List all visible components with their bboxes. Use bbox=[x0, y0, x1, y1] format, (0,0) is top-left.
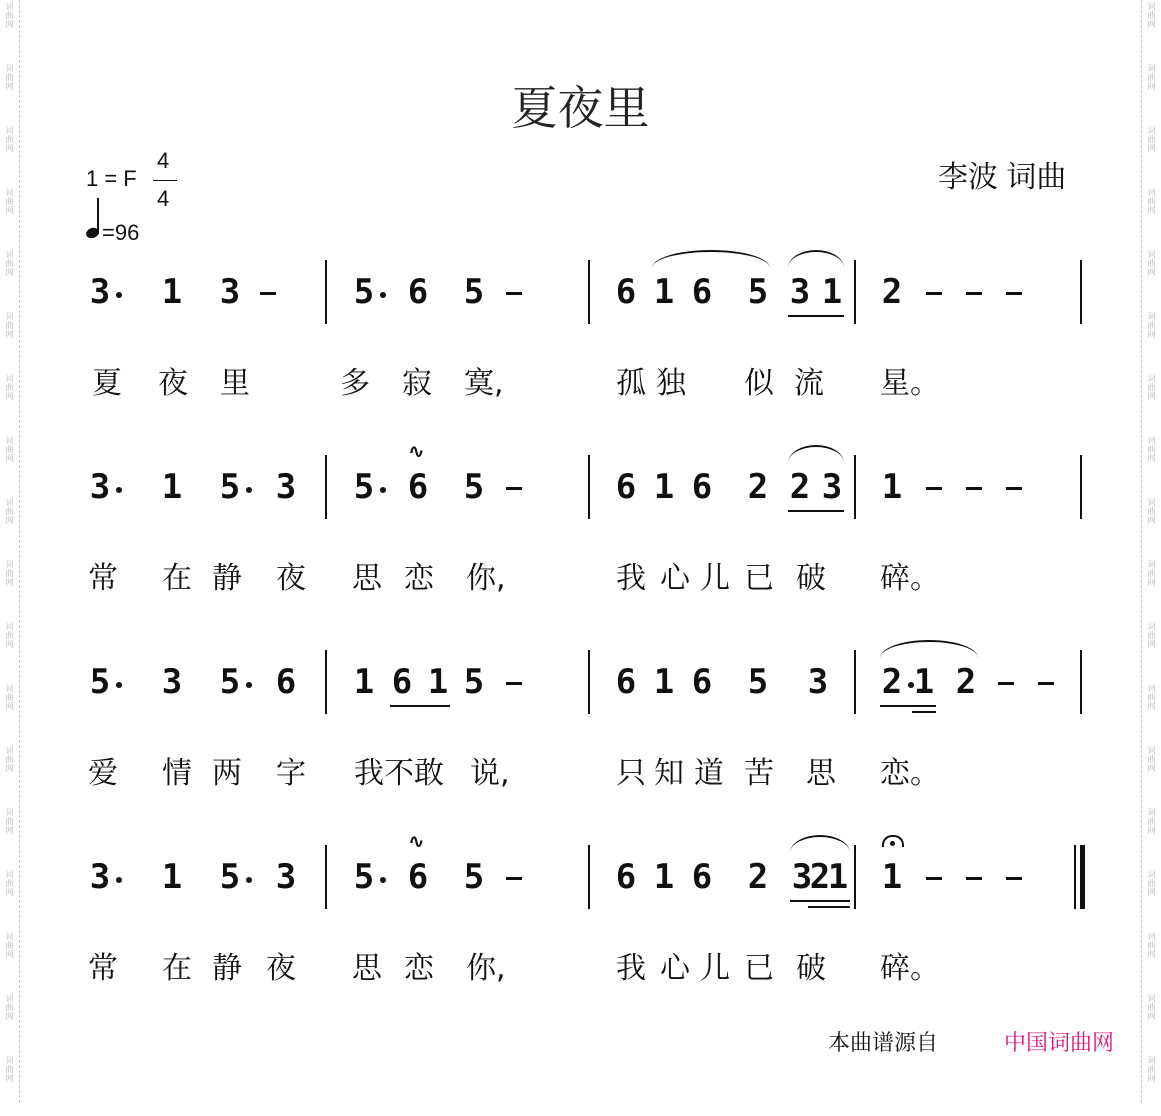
watermark-text: 词曲网 bbox=[5, 498, 14, 525]
slur bbox=[788, 445, 844, 463]
slur bbox=[652, 250, 770, 268]
lyric-syllable: 道 bbox=[694, 756, 724, 791]
note: 1 bbox=[161, 467, 183, 507]
note: 1 bbox=[653, 857, 675, 897]
augmentation-dot bbox=[116, 487, 122, 493]
tempo-value: =96 bbox=[102, 220, 140, 245]
watermark-text: 词曲网 bbox=[1147, 994, 1156, 1021]
barline bbox=[588, 260, 590, 324]
beam-underline bbox=[790, 900, 850, 902]
note: 5 bbox=[353, 857, 375, 897]
beam-underline bbox=[788, 510, 844, 512]
note: 3 bbox=[821, 467, 843, 507]
augmentation-dot bbox=[380, 877, 386, 883]
augmentation-dot bbox=[380, 487, 386, 493]
watermark-text: 词曲网 bbox=[1147, 870, 1156, 897]
lyric-syllable: 夜 bbox=[158, 366, 188, 401]
watermark-text: 词曲网 bbox=[1147, 188, 1156, 215]
mordent-icon: ∿ bbox=[408, 829, 425, 853]
lyric-syllable: 碎。 bbox=[880, 951, 940, 986]
lyric-syllable: 夜 bbox=[266, 951, 296, 986]
augmentation-dot bbox=[116, 682, 122, 688]
barline bbox=[1080, 260, 1082, 324]
lyric-syllable: 思 bbox=[806, 756, 836, 791]
note: 1 bbox=[827, 857, 849, 897]
footer-source-label: 本曲谱源自 bbox=[828, 1030, 939, 1055]
duration-dash bbox=[926, 292, 942, 295]
duration-dash bbox=[966, 877, 982, 880]
duration-dash bbox=[966, 487, 982, 490]
note: 6 bbox=[615, 272, 637, 312]
duration-dash bbox=[998, 682, 1014, 685]
note: 1 bbox=[913, 662, 935, 702]
note: 2 bbox=[881, 662, 903, 702]
note: 2 bbox=[809, 857, 831, 897]
duration-dash bbox=[966, 292, 982, 295]
note: 2 bbox=[881, 272, 903, 312]
lyric-syllable: 恋 bbox=[404, 561, 434, 596]
lyric-syllable: 破 bbox=[796, 951, 826, 986]
watermark-text: 词曲网 bbox=[5, 994, 14, 1021]
note: 2 bbox=[747, 857, 769, 897]
note: 5 bbox=[463, 272, 485, 312]
watermark-text: 词曲网 bbox=[5, 250, 14, 277]
lyric-syllable: 爱 bbox=[88, 756, 118, 791]
watermark-text: 词曲网 bbox=[5, 622, 14, 649]
lyric-syllable: 寂 bbox=[402, 366, 432, 401]
note: 3 bbox=[89, 467, 111, 507]
barline bbox=[325, 650, 327, 714]
note: 2 bbox=[747, 467, 769, 507]
barline bbox=[325, 455, 327, 519]
slur bbox=[788, 250, 844, 268]
note: 1 bbox=[821, 272, 843, 312]
duration-dash bbox=[1006, 487, 1022, 490]
watermark-text: 词曲网 bbox=[5, 374, 14, 401]
lyric-syllable: 心 bbox=[660, 951, 690, 986]
note: 3 bbox=[789, 272, 811, 312]
watermark-strip-right bbox=[1141, 0, 1161, 1103]
note: 5 bbox=[353, 272, 375, 312]
augmentation-dot bbox=[116, 292, 122, 298]
lyric-syllable: 只 bbox=[616, 756, 646, 791]
duration-dash bbox=[1006, 877, 1022, 880]
duration-dash bbox=[926, 877, 942, 880]
note: 3 bbox=[275, 467, 297, 507]
song-title: 夏夜里 bbox=[511, 81, 650, 135]
lyric-syllable: 儿 bbox=[700, 951, 730, 986]
tempo-marking bbox=[86, 198, 176, 246]
barline bbox=[854, 260, 856, 324]
note: 1 bbox=[881, 467, 903, 507]
key-signature: 1 = F bbox=[86, 166, 137, 191]
watermark-text: 词曲网 bbox=[1147, 498, 1156, 525]
lyric-syllable: 多 bbox=[340, 366, 370, 401]
lyric-syllable: 孤 bbox=[616, 366, 646, 401]
watermark-text: 词曲网 bbox=[1147, 2, 1156, 29]
duration-dash bbox=[1038, 682, 1054, 685]
note: 3 bbox=[89, 857, 111, 897]
watermark-text: 词曲网 bbox=[5, 188, 14, 215]
note: 2 bbox=[789, 467, 811, 507]
note: 1 bbox=[353, 662, 375, 702]
lyric-syllable: 心 bbox=[660, 561, 690, 596]
watermark-text: 词曲网 bbox=[5, 684, 14, 711]
lyric-syllable: 我 bbox=[616, 561, 646, 596]
barline bbox=[854, 650, 856, 714]
note: 6 bbox=[691, 272, 713, 312]
augmentation-dot bbox=[246, 877, 252, 883]
lyric-syllable: 破 bbox=[796, 561, 826, 596]
lyric-syllable: 似 bbox=[744, 366, 774, 401]
slur bbox=[790, 835, 850, 853]
beam-underline bbox=[390, 705, 450, 707]
time-signature-top: 4 bbox=[157, 148, 170, 173]
lyric-syllable: 常 bbox=[88, 561, 118, 596]
lyric-syllable: 你, bbox=[466, 951, 506, 986]
lyric-syllable: 常 bbox=[88, 951, 118, 986]
duration-dash bbox=[506, 292, 522, 295]
lyric-syllable: 你, bbox=[466, 561, 506, 596]
watermark-text: 词曲网 bbox=[1147, 622, 1156, 649]
note: 6 bbox=[407, 857, 429, 897]
note: 1 bbox=[653, 662, 675, 702]
lyric-syllable: 已 bbox=[744, 951, 774, 986]
duration-dash bbox=[506, 877, 522, 880]
barline bbox=[588, 455, 590, 519]
note: 6 bbox=[615, 857, 637, 897]
note: 5 bbox=[463, 467, 485, 507]
note: 5 bbox=[747, 662, 769, 702]
note: 6 bbox=[391, 662, 413, 702]
note: 6 bbox=[407, 467, 429, 507]
note: 1 bbox=[881, 857, 903, 897]
lyric-syllable: 静 bbox=[212, 951, 242, 986]
note: 3 bbox=[89, 272, 111, 312]
note: 3 bbox=[791, 857, 813, 897]
lyric-syllable: 说, bbox=[470, 756, 510, 791]
lyric-syllable: 夏 bbox=[92, 366, 122, 401]
lyric-syllable: 静 bbox=[212, 561, 242, 596]
composer-credit: 李波 词曲 bbox=[938, 161, 1067, 194]
beam-underline bbox=[808, 906, 850, 908]
augmentation-dot bbox=[246, 682, 252, 688]
note: 6 bbox=[615, 662, 637, 702]
note: 1 bbox=[161, 857, 183, 897]
final-barline-thick bbox=[1080, 845, 1085, 909]
watermark-text: 词曲网 bbox=[1147, 312, 1156, 339]
lyric-syllable: 恋。 bbox=[880, 756, 940, 791]
watermark-text: 词曲网 bbox=[1147, 808, 1156, 835]
watermark-text: 词曲网 bbox=[5, 932, 14, 959]
duration-dash bbox=[506, 487, 522, 490]
barline bbox=[854, 455, 856, 519]
note: 6 bbox=[691, 662, 713, 702]
watermark-text: 词曲网 bbox=[1147, 932, 1156, 959]
note: 3 bbox=[161, 662, 183, 702]
lyric-syllable: 两 bbox=[212, 756, 242, 791]
watermark-text: 词曲网 bbox=[1147, 126, 1156, 153]
note: 1 bbox=[653, 467, 675, 507]
watermark-strip-left bbox=[0, 0, 20, 1103]
watermark-text: 词曲网 bbox=[1147, 374, 1156, 401]
lyric-syllable: 星。 bbox=[880, 366, 940, 401]
lyric-syllable: 在 bbox=[162, 561, 192, 596]
duration-dash bbox=[1006, 292, 1022, 295]
watermark-text: 词曲网 bbox=[5, 312, 14, 339]
fermata-icon bbox=[882, 835, 904, 847]
note: 1 bbox=[653, 272, 675, 312]
barline bbox=[588, 845, 590, 909]
note: 5 bbox=[219, 467, 241, 507]
note: 3 bbox=[219, 272, 241, 312]
note: 6 bbox=[691, 857, 713, 897]
final-barline-thin bbox=[1074, 845, 1076, 909]
beam-underline bbox=[912, 711, 936, 713]
lyric-syllable: 字 bbox=[276, 756, 306, 791]
beam-underline bbox=[788, 315, 844, 317]
note: 5 bbox=[219, 857, 241, 897]
lyric-syllable: 在 bbox=[162, 951, 192, 986]
lyric-syllable: 碎。 bbox=[880, 561, 940, 596]
lyric-syllable: 苦 bbox=[744, 756, 774, 791]
watermark-text: 词曲网 bbox=[1147, 746, 1156, 773]
lyric-syllable: 独 bbox=[656, 366, 686, 401]
lyric-syllable: 寞, bbox=[464, 366, 504, 401]
lyric-syllable: 流 bbox=[794, 366, 824, 401]
watermark-text: 词曲网 bbox=[5, 126, 14, 153]
augmentation-dot bbox=[116, 877, 122, 883]
watermark-text: 词曲网 bbox=[5, 870, 14, 897]
lyric-syllable: 我 bbox=[616, 951, 646, 986]
note: 6 bbox=[691, 467, 713, 507]
note: 6 bbox=[275, 662, 297, 702]
beam-underline bbox=[880, 705, 936, 707]
lyric-syllable: 儿 bbox=[700, 561, 730, 596]
watermark-text: 词曲网 bbox=[5, 2, 14, 29]
note: 1 bbox=[161, 272, 183, 312]
time-signature-bottom: 4 bbox=[157, 186, 170, 211]
note: 2 bbox=[955, 662, 977, 702]
note: 5 bbox=[219, 662, 241, 702]
watermark-text: 词曲网 bbox=[1147, 64, 1156, 91]
barline bbox=[1080, 455, 1082, 519]
duration-dash bbox=[260, 292, 276, 295]
barline bbox=[588, 650, 590, 714]
watermark-text: 词曲网 bbox=[5, 1056, 14, 1083]
watermark-text: 词曲网 bbox=[1147, 1056, 1156, 1083]
barline bbox=[325, 845, 327, 909]
footer-site-link[interactable]: 中国词曲网 bbox=[1004, 1030, 1115, 1055]
mordent-icon: ∿ bbox=[408, 439, 425, 463]
time-signature-divider bbox=[153, 180, 177, 181]
duration-dash bbox=[506, 682, 522, 685]
lyric-syllable: 知 bbox=[654, 756, 684, 791]
note: 3 bbox=[807, 662, 829, 702]
augmentation-dot bbox=[380, 292, 386, 298]
note: 5 bbox=[353, 467, 375, 507]
lyric-syllable: 思 bbox=[352, 951, 382, 986]
watermark-text: 词曲网 bbox=[1147, 560, 1156, 587]
note: 6 bbox=[615, 467, 637, 507]
barline bbox=[325, 260, 327, 324]
note: 5 bbox=[463, 662, 485, 702]
barline bbox=[1080, 650, 1082, 714]
watermark-text: 词曲网 bbox=[5, 560, 14, 587]
watermark-text: 词曲网 bbox=[1147, 436, 1156, 463]
lyric-syllable: 已 bbox=[744, 561, 774, 596]
lyric-syllable: 情 bbox=[162, 756, 192, 791]
note: 5 bbox=[89, 662, 111, 702]
watermark-text: 词曲网 bbox=[5, 808, 14, 835]
lyric-syllable: 夜 bbox=[276, 561, 306, 596]
note: 5 bbox=[747, 272, 769, 312]
barline bbox=[854, 845, 856, 909]
lyric-syllable: 我不敢 bbox=[354, 756, 444, 791]
watermark-text: 词曲网 bbox=[5, 436, 14, 463]
note: 1 bbox=[427, 662, 449, 702]
watermark-text: 词曲网 bbox=[5, 746, 14, 773]
slur bbox=[880, 640, 978, 658]
lyric-syllable: 思 bbox=[352, 561, 382, 596]
watermark-text: 词曲网 bbox=[5, 64, 14, 91]
duration-dash bbox=[926, 487, 942, 490]
lyric-syllable: 里 bbox=[220, 366, 250, 401]
note: 3 bbox=[275, 857, 297, 897]
note: 5 bbox=[463, 857, 485, 897]
watermark-text: 词曲网 bbox=[1147, 684, 1156, 711]
augmentation-dot bbox=[246, 487, 252, 493]
watermark-text: 词曲网 bbox=[1147, 250, 1156, 277]
lyric-syllable: 恋 bbox=[404, 951, 434, 986]
note: 6 bbox=[407, 272, 429, 312]
